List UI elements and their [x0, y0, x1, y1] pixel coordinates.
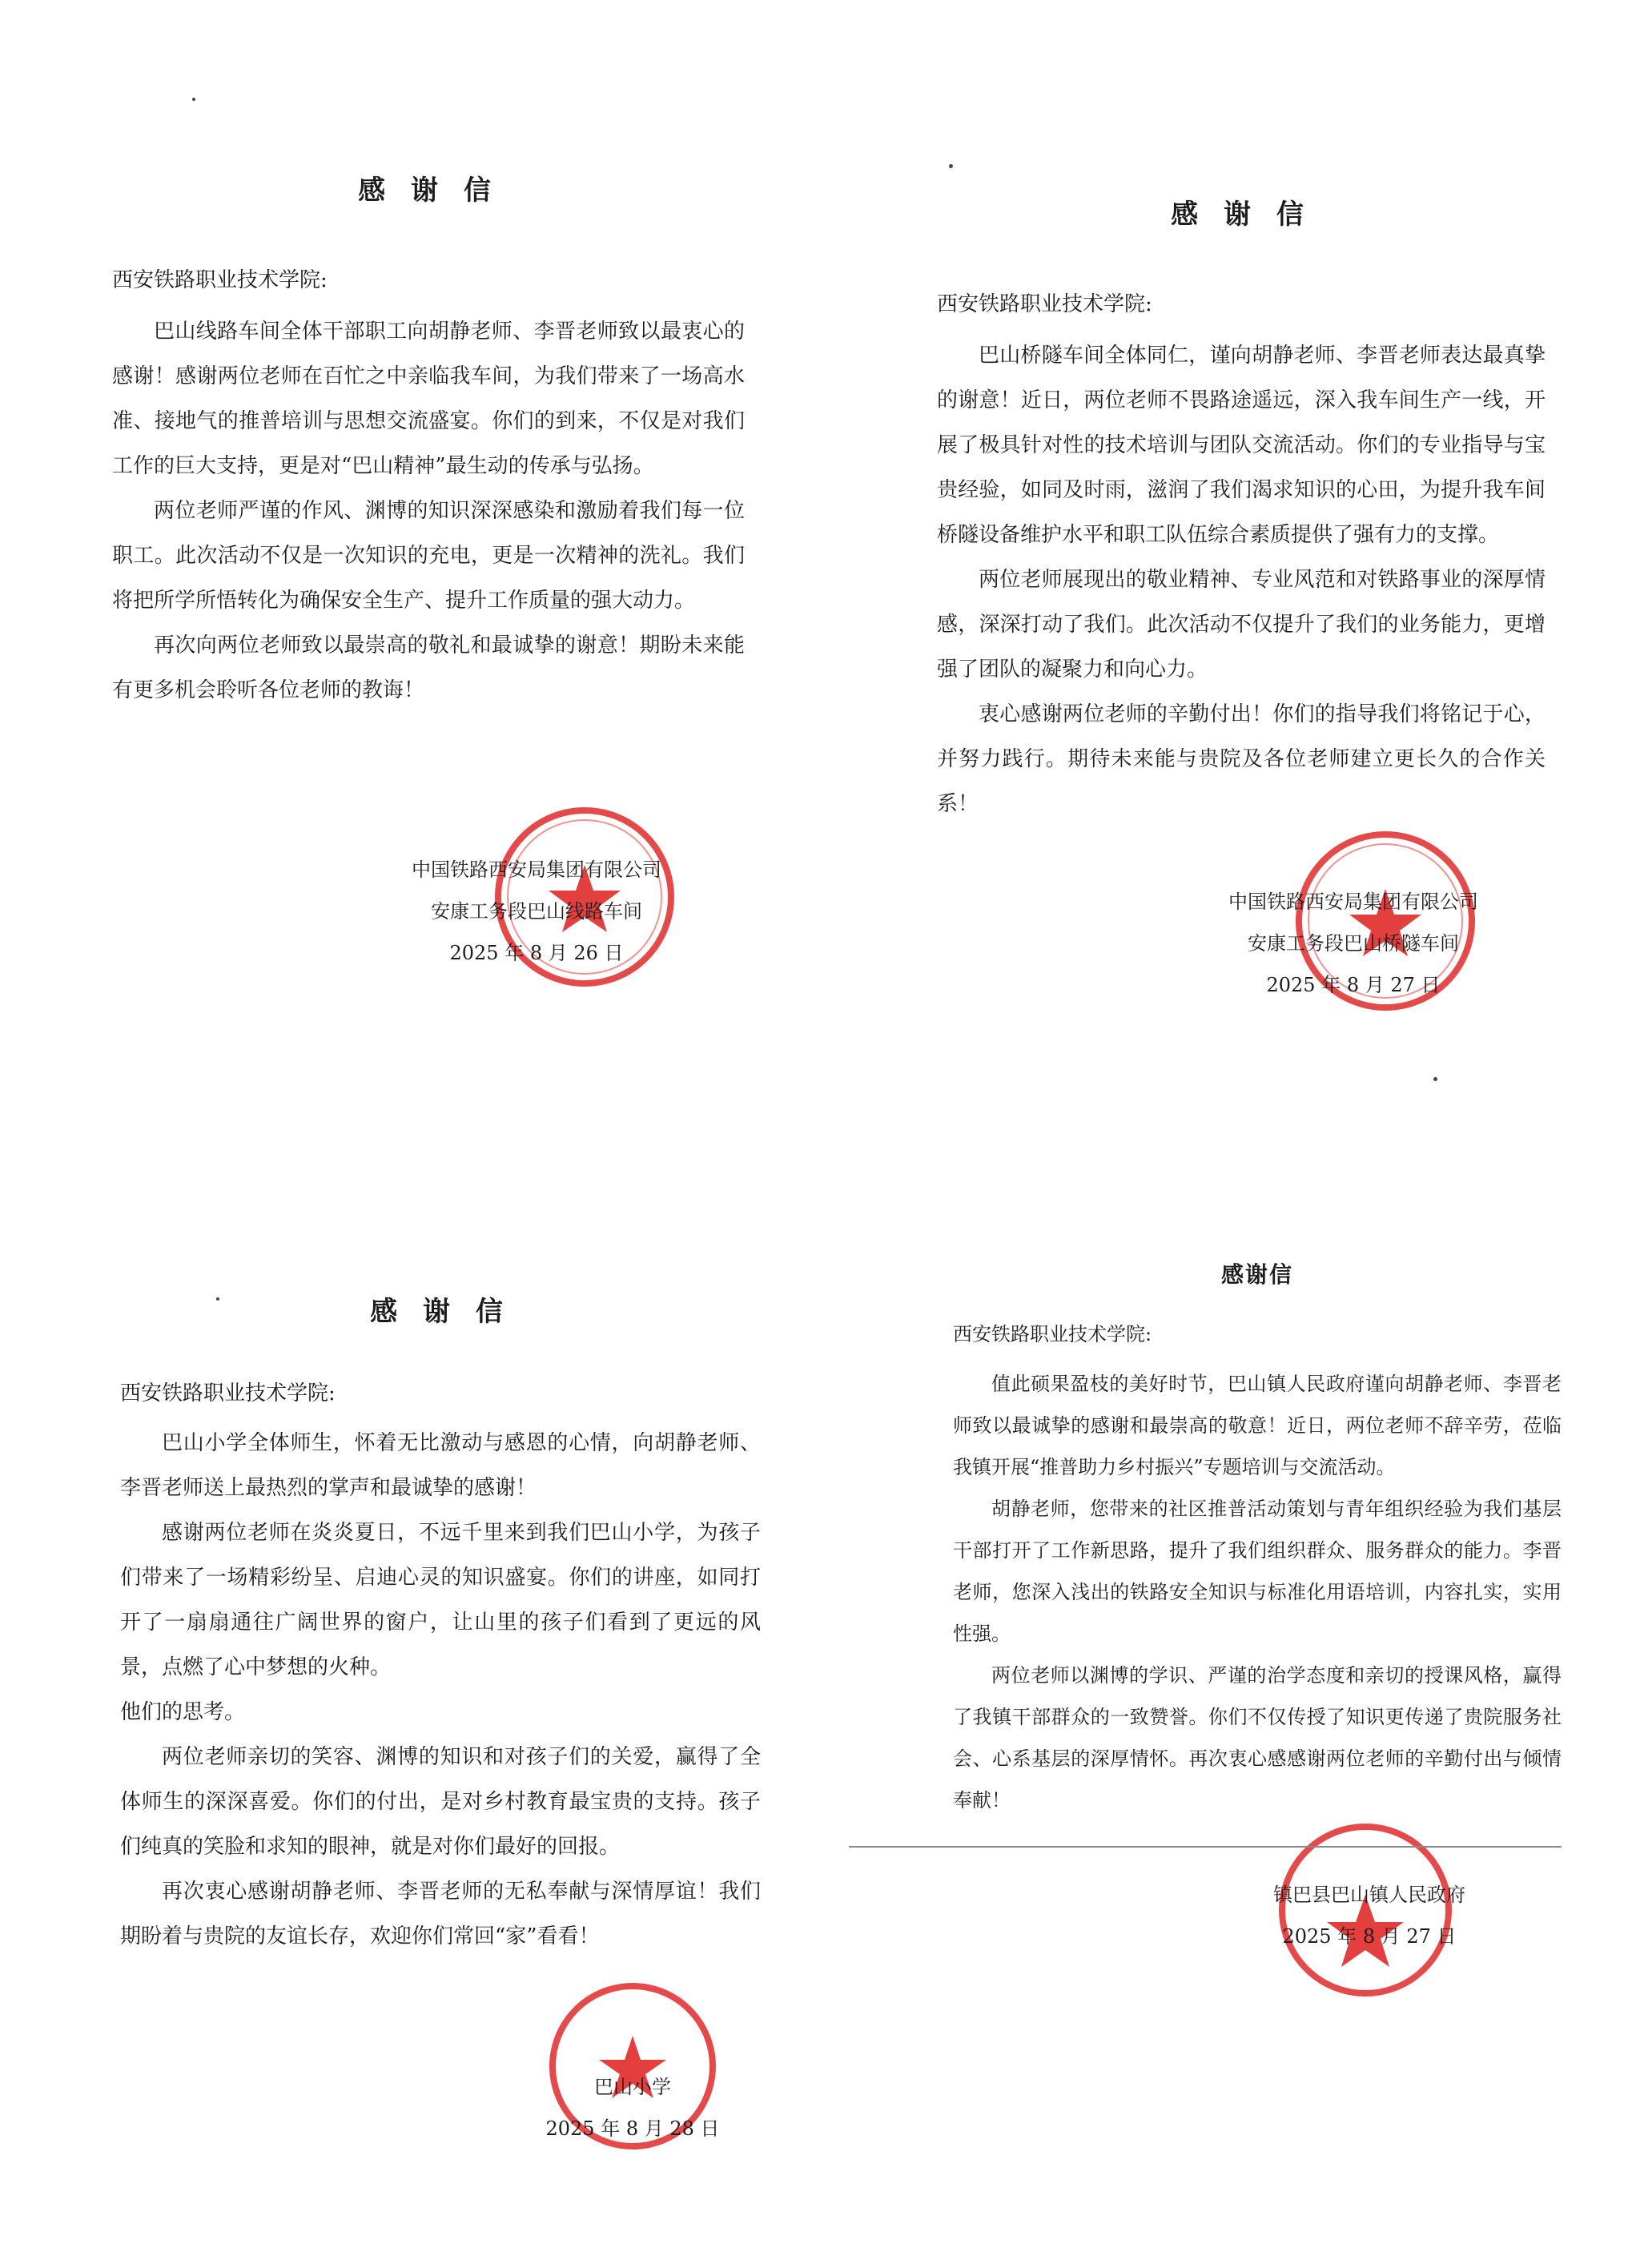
letter-paragraph: 两位老师严谨的作风、渊博的知识深深感染和激励着我们每一位职工。此次活动不仅是一次知识的充电，更是一次精神的洗礼。我们将把所学所悟转化为确保安全生产、提升工作质量的强大动力。: [112, 499, 745, 613]
letter-paragraph: 巴山线路车间全体干部职工向胡静老师、李晋老师致以最衷心的感谢！感谢两位老师在百忙之中亲临我车间，为我们带来了一场高水准、接地气的推普培训与思想交流盛宴。你们的到来，不仅是对我们工作的巨大支持，更是对“巴山精神”最生动的传承与弘扬。: [112, 320, 745, 478]
signature-organization: 镇巴县巴山镇人民政府: [1273, 1884, 1465, 1906]
letter-paragraph: 衷心感谢两位老师的辛勤付出！你们的指导我们将铭记于心，并努力践行。期待未来能与贵院及各位老师建立更长久的合作关系！: [937, 702, 1546, 816]
letter-salutation: 西安铁路职业技术学院:: [120, 1381, 336, 1405]
signature-department: 安康工务段巴山桥隧车间: [1248, 932, 1459, 955]
letter-3: [120, 1273, 761, 2154]
letter-salutation: 西安铁路职业技术学院:: [937, 292, 1152, 316]
letter-paragraph: 他们的思考。: [120, 1700, 246, 1724]
signature-organization: 巴山小学: [594, 2076, 671, 2098]
signature-date: 2025 年 8 月 26 日: [449, 942, 624, 964]
letter-paragraph: 再次向两位老师致以最崇高的敬礼和最诚挚的谢意！期盼未来能有更多机会聆听各位老师的教诲！: [112, 633, 745, 702]
letter-paragraph: 两位老师亲切的笑容、渊博的知识和对孩子们的关爱，赢得了全体师生的深深喜爱。你们的付出，是对乡村教育最宝贵的支持。孩子们纯真的笑脸和求知的眼神，就是对你们最好的回报。: [120, 1745, 761, 1859]
letter-salutation: 西安铁路职业技术学院:: [112, 268, 328, 292]
scan-speck: [192, 98, 195, 101]
signature-department: 安康工务段巴山线路车间: [431, 900, 642, 923]
letter-paragraph: 两位老师以渊博的学识、严谨的治学态度和亲切的授课风格，赢得了我镇干部群众的一致赞誉。你们不仅传授了知识更传递了贵院服务社会、心系基层的深厚情怀。再次衷心感感谢两位老师的辛勤付出与倾情奉献！: [953, 1664, 1562, 1812]
signature-organization: 中国铁路西安局集团有限公司: [1228, 891, 1478, 913]
letter-paragraph: 值此硕果盈枝的美好时节，巴山镇人民政府谨向胡静老师、李晋老师致以最诚挚的感谢和最崇高的敬意！近日，两位老师不辞辛劳，莅临我镇开展“推普助力乡村振兴”专题培训与交流活动。: [953, 1373, 1562, 1478]
letter-4: [953, 1233, 1562, 2114]
letter-signature: [1217, 1874, 1521, 1957]
scan-divider-line: [849, 1846, 1562, 1848]
scan-speck: [1433, 1077, 1437, 1081]
letter-paragraph: 再次衷心感谢胡静老师、李晋老师的无私奉献与深情厚谊！我们期盼着与贵院的友谊长存，欢迎你们常回“家”看看！: [120, 1880, 761, 1948]
letter-paragraph: 胡静老师，您带来的社区推普活动策划与青年组织经验为我们基层干部打开了工作新思路，提升了我们组织群众、服务群众的能力。李晋老师，您深入浅出的铁路安全知识与标准化用语培训，内容扎实，实用性强。: [953, 1498, 1562, 1645]
letter-signature: [1185, 881, 1521, 1006]
letter-2: [937, 160, 1546, 1065]
letter-paragraph: 两位老师展现出的敬业精神、专业风范和对铁路事业的深厚情感，深深打动了我们。此次活动不仅提升了我们的业务能力，更增强了团队的凝聚力和向心力。: [937, 568, 1546, 682]
letter-salutation: 西安铁路职业技术学院:: [953, 1323, 1152, 1345]
letter-title: 感谢信: [1220, 1261, 1293, 1288]
signature-date: 2025 年 8 月 27 日: [1266, 974, 1441, 996]
letter-signature: [521, 2066, 745, 2149]
letter-signature: [368, 849, 705, 974]
letter-1: [112, 144, 745, 1049]
letter-title: 感 谢 信: [1171, 199, 1312, 231]
letter-paragraph: 巴山桥隧车间全体同仁，谨向胡静老师、李晋老师表达最真挚的谢意！近日，两位老师不畏路途遥远，深入我车间生产一线，开展了极具针对性的技术培训与团队交流活动。你们的专业指导与宝贵经验，如同及时雨，滋润了我们渴求知识的心田，为提升我车间桥隧设备维护水平和职工队伍综合素质提供了强有力的支撑。: [937, 344, 1546, 547]
letter-paragraph: 感谢两位老师在炎炎夏日，不远千里来到我们巴山小学，为孩子们带来了一场精彩纷呈、启迪心灵的知识盛宴。你们的讲座，如同打开了一扇扇通往广阔世界的窗户，让山里的孩子们看到了更远的风景，点燃了心中梦想的火种。: [120, 1521, 761, 1679]
scan-speck: [949, 164, 953, 168]
signature-organization: 中国铁路西安局集团有限公司: [412, 859, 661, 881]
signature-date: 2025 年 8 月 27 日: [1282, 1925, 1457, 1948]
letter-paragraph: 巴山小学全体师生，怀着无比激动与感恩的心情，向胡静老师、李晋老师送上最热烈的掌声和最诚挚的感谢！: [120, 1431, 761, 1500]
signature-date: 2025 年 8 月 28 日: [545, 2117, 720, 2140]
letter-title: 感 谢 信: [370, 1296, 511, 1328]
scan-speck: [216, 1297, 219, 1301]
letter-title: 感 谢 信: [358, 175, 499, 207]
